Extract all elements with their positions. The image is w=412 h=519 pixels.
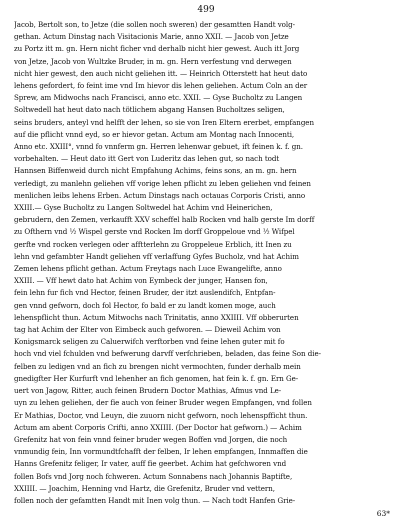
- text-line: Hanns Grefenitz feliger, Ir vater, auff fie geerbet. Achim hat gefchworen vnd: [14, 459, 287, 469]
- text-line: vorbehalten. — Heut dato itt Gert von Luderitz das lehen gut, so nach todt: [14, 154, 280, 164]
- text-line: XXIII. — Vff hewt dato hat Achim von Eymbeck der junger, Hansen fon,: [14, 276, 268, 286]
- text-line: gebrudern, den Zemen, verkaufft XXV scheffel halb Rocken vnd halb gerste Im dorff: [14, 215, 315, 225]
- text-line: lehn vnd gefambter Handt geliehen vff verlaffung Gyfes Bucholz, vnd hat Achim: [14, 251, 299, 261]
- text-line: verledigt, zu manlehn geliehen vff vorige lehen pflicht zu leben geliehen vnd feinen: [14, 178, 311, 188]
- text-line: vnmundig fein, Inn vormundtfchafft der felben, Ir lehen empfangen, Innmaffen die: [14, 447, 308, 457]
- text-line: Actum am abent Corporis Crifti, anno XXIIII. (Der Doctor hat gefworn.) — Achim: [14, 422, 302, 432]
- text-line: fein lehn fur fich vnd Hector, feinen Bruder, der itzt auslendifch, Entpfan-: [14, 288, 276, 298]
- text-line: menlichen leibs lehens Erben. Actum Dinstags nach octauas Corporis Cristi, anno: [14, 190, 306, 200]
- text-line: Soltwedell hat heut dato nach tötlichem abgang Hansen Bucholtzes seligen,: [14, 105, 285, 115]
- text-line: lehenspflicht thun. Actum Mitwochs nach Trinitatis, anno XXIIII. Vff obberurten: [14, 312, 299, 322]
- text-line: XXIII.— Gyse Bucholtz zu Langen Soltwedel hat Achim vnd Heinerichen,: [14, 203, 273, 213]
- text-line: follen Bofs vnd Jorg noch fchweren. Actum Sonnabens nach Johannis Baptifte,: [14, 471, 293, 481]
- text-line: XXIIII. — Joachim, Henning vnd Hartz, die Grefenitz, Bruder vnd vettern,: [14, 483, 275, 493]
- body-text: [14, 19, 398, 507]
- text-line: Konigsmarck seligen zu Caluerwifch verftorben vnd feine lehen guter mit fo: [14, 337, 285, 347]
- text-line: Sprew, am Midwochs nach Francisci, anno etc. XXII. — Gyse Bucholtz zu Langen: [14, 93, 303, 103]
- text-line: lehens gefordert, fo feint ime vnd Im hievor dis lehen geliehen. Actum Coln an der: [14, 81, 308, 91]
- text-line: auf die pflicht vnnd eyd, so er hievor getan. Actum am Montag nach Innocenti,: [14, 129, 295, 139]
- text-line: Anno etc. XXIII°, vnnd fo vnnferm gn. Herren lehenwar gebuet, ift feinen k. f. gn.: [14, 142, 303, 152]
- text-line: tag hat Achim der Elter von Eimbeck auch gefworen. — Dieweil Achim von: [14, 325, 281, 335]
- text-line: zu Ofthern vnd ½ Wispel gerste vnd Rocken Im dorff Groppeloue vnd ½ Wifpel: [14, 227, 295, 237]
- text-line: uyn zu lehen geliehen, der fie auch von feiner Bruder wegen Empfangen, vnd follen: [14, 398, 312, 408]
- text-line: hoch vnd viel fchulden vnd befwerung darvff verfchrieben, beladen, das feine Son die-: [14, 349, 321, 359]
- text-line: gerfte vnd rocken verlegen oder afftterlehn zu Groppeleue Erblich, itt Inen zu: [14, 239, 292, 249]
- text-line: nicht hier gewest, den auch nicht geliehen itt. — Heinrich Otterstett hat heut dato: [14, 68, 308, 78]
- text-line: Jacob, Bertolt son, to Jetze (die sollen noch sweren) der gesamtten Handt volg-: [14, 20, 295, 29]
- text-line: uert von Jagow, Ritter, auch feinen Brudern Doctor Mathias, Afmus vnd Le-: [14, 386, 282, 396]
- text-line: felben zu ledigen vnd an fich zu brengen nicht vermochten, funder derhalb mein: [14, 361, 301, 371]
- text-line: follen noch der gefamtten Handt mit Inen volg thun. — Nach todt Hanfen Grie-: [14, 495, 296, 505]
- page-number: 499: [197, 5, 215, 15]
- signature-mark: 63*: [376, 509, 390, 519]
- text-line: Er Mathias, Doctor, vnd Leuyn, die zuuorn nicht gefworn, noch lehenspfficht thun.: [14, 410, 308, 420]
- text-line: gen vnnd gefworn, doch fol Hector, fo bald er zu landt komen moge, auch: [14, 300, 276, 310]
- text-line: seins bruders, anteyl vnd helfft der lehen, so sie von Iren Eltern ererbet, empfangen: [14, 117, 314, 127]
- text-line: Hannsen Biffenweid durch nicht Empfahung Achims, feins sons, an m. gn. hern: [14, 166, 297, 176]
- text-line: gnedigfter Her Kurfurft vnd lehenher an fich genomen, hat fein k. f. gn. Ern Ge-: [14, 373, 299, 383]
- text-line: gethan. Actum Dinstag nach Visitacionis Marie, anno XXII. — Jacob von Jetze: [14, 32, 289, 42]
- text-line: Zemen lehens pflicht gethan. Actum Freytags nach Luce Ewangelifte, anno: [14, 264, 282, 274]
- text-line: von Jetze, Jacob von Wultzke Bruder, in m. gn. Hern verfestung vnd derwegen: [14, 56, 292, 66]
- text-line: Grefenitz hat von fein vnnd feiner bruder wegen Boffen vnd Jorgen, die noch: [14, 434, 288, 444]
- text-line: zu Portz itt m. gn. Hern nicht ficher vnd derhalb nicht hier gewest. Auch itt Jorg: [14, 44, 300, 54]
